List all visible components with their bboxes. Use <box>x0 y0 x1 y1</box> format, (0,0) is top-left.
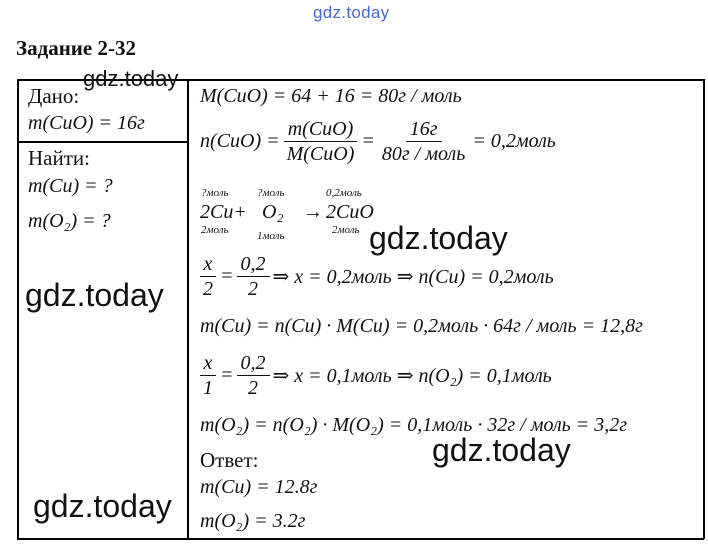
fraction-numerator: 0,2 <box>237 253 270 277</box>
watermark-left-bottom: gdz.today <box>33 488 172 524</box>
fraction-denominator: 2 <box>203 278 213 300</box>
fraction-denominator: 1 <box>203 377 213 399</box>
fraction-mass-over-molar <box>283 118 359 165</box>
frame-divider-horizontal <box>17 141 188 143</box>
fraction-denominator: M(CuO) <box>286 143 355 165</box>
moles-cuo-lhs: n(CuO) = <box>200 130 280 152</box>
fraction-02-over-2 <box>237 352 270 399</box>
fraction-values <box>378 118 469 165</box>
task-title: Задание 2-32 <box>16 36 136 60</box>
proportion-o2 <box>196 352 552 399</box>
watermark-right-lower: gdz.today <box>432 432 571 468</box>
frame-bottom-line <box>17 538 704 540</box>
answer-mass-o2: m(O₂) = 3.2г <box>200 510 306 532</box>
fraction-numerator: 0,2 <box>237 352 270 376</box>
given-value: m(CuO) = 16г <box>28 112 145 134</box>
find-label: Найти: <box>28 146 90 170</box>
answer-label: Ответ: <box>200 448 259 472</box>
given-label: Дано: <box>28 84 80 108</box>
fraction-02-over-2 <box>237 253 270 300</box>
reaction-top-cu: ?моль <box>201 187 229 199</box>
fraction-denominator: 80г / моль <box>381 143 466 165</box>
moles-cuo-equation <box>200 118 556 165</box>
reaction-bottom-o2: 1моль <box>257 230 285 242</box>
watermark-top: gdz.today <box>313 3 390 22</box>
equals-sign: = <box>361 130 375 152</box>
reaction-bottom-cu: 2моль <box>201 224 229 236</box>
reaction-right: 2CuO <box>326 201 374 223</box>
fraction-numerator: 16г <box>406 118 442 142</box>
watermark-left-middle: gdz.today <box>25 277 164 313</box>
frame-right-line <box>703 79 705 539</box>
reaction-top-o2: ?моль <box>257 187 285 199</box>
proportion-o2-rest: ⇒ x = 0,1моль ⇒ n(O₂) = 0,1моль <box>272 365 552 387</box>
find-item-o2: m(O₂) = ? <box>28 210 111 232</box>
watermark-given: gdz.today <box>83 66 179 91</box>
reaction-bottom-cuo: 2моль <box>332 224 360 236</box>
fraction-numerator: x <box>200 253 217 277</box>
proportion-cu-rest: ⇒ x = 0,2моль ⇒ n(Cu) = 0,2моль <box>272 266 554 288</box>
equals-sign: = <box>220 364 234 386</box>
equals-sign: = <box>220 265 234 287</box>
reaction-o2: O₂ <box>262 201 284 223</box>
fraction-numerator: m(CuO) <box>284 118 358 142</box>
moles-cuo-result: = 0,2моль <box>472 130 556 152</box>
frame-divider-vertical <box>187 79 189 539</box>
fraction-x-over-2 <box>199 253 217 300</box>
reaction-arrow: → <box>303 201 323 223</box>
mass-cu-calculation: m(Cu) = n(Cu) · M(Cu) = 0,2моль · 64г / моль = 12,8г <box>200 315 643 337</box>
answer-mass-cu: m(Cu) = 12.8г <box>200 476 318 498</box>
find-item-cu: m(Cu) = ? <box>28 175 113 197</box>
fraction-denominator: 2 <box>248 278 258 300</box>
frame-left-line <box>17 79 19 539</box>
fraction-denominator: 2 <box>248 377 258 399</box>
watermark-reaction: gdz.today <box>369 220 508 256</box>
fraction-x-over-1 <box>199 352 217 399</box>
reaction-left: 2Cu+ <box>200 201 247 223</box>
proportion-cu <box>196 253 554 300</box>
molar-mass-cuo: M(CuO) = 64 + 16 = 80г / моль <box>200 85 462 107</box>
mass-o2-calculation: m(O₂) = n(O₂) · M(O₂) = 0,1моль · 32г / моль = 3,2г <box>200 414 628 436</box>
fraction-numerator: x <box>200 352 217 376</box>
reaction-top-cuo: 0,2моль <box>326 187 362 199</box>
